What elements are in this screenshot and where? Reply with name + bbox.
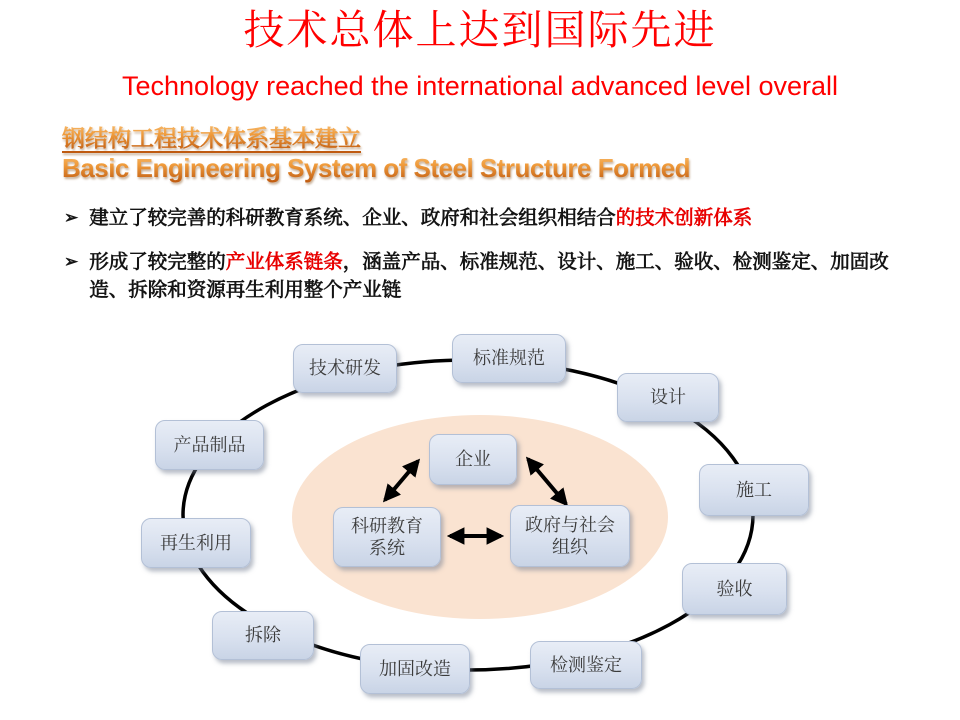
inner-node-government-social xyxy=(510,505,630,567)
slide-title-chinese: 技术总体上达到国际先进 xyxy=(243,6,717,54)
ring-node-construction: 施工 xyxy=(699,464,809,516)
slide-title-english: Technology reached the international advanced level overall xyxy=(122,71,838,101)
ring-node-recycling: 再生利用 xyxy=(141,518,251,568)
inner-node-research-education-label xyxy=(351,515,423,560)
bullet-arrow-icon: ➢ xyxy=(64,208,79,227)
bullet-arrow-icon: ➢ xyxy=(64,252,79,272)
section-heading-chinese-text: 钢结构工程技术体系基本建立 xyxy=(62,125,361,151)
ring-node-design: 设计 xyxy=(617,373,719,422)
inner-node-government-social-label xyxy=(525,514,615,559)
ring-node-demolition: 拆除 xyxy=(212,611,314,660)
research-line-1: 科研教育 xyxy=(351,515,423,536)
inner-node-enterprise: 企业 xyxy=(429,434,517,485)
bullet-2-tail-segment: ，涵盖产品、标准规范、设计、施工、验收、检测鉴定、加固改造、拆除和资源再生利用整个产业链 xyxy=(89,251,889,301)
government-line-1: 政府与社会 xyxy=(525,514,615,535)
ring-node-rnd: 技术研发 xyxy=(293,344,397,393)
ring-node-retrofit: 加固改造 xyxy=(360,644,470,694)
ring-node-inspection: 检测鉴定 xyxy=(530,641,642,689)
bullet-1-red-segment: 的技术创新体系 xyxy=(615,207,753,229)
government-line-2: 组织 xyxy=(552,537,588,557)
ring-node-standards: 标准规范 xyxy=(452,334,566,383)
ring-node-products: 产品制品 xyxy=(155,420,264,470)
bullet-1-black-segment: 建立了较完善的科研教育系统、企业、政府和社会组织相结合 xyxy=(89,207,616,229)
bullet-2-red-segment: 产业体系链条 xyxy=(225,251,343,274)
research-line-2: 系统 xyxy=(369,538,405,558)
section-heading-english: Basic Engineering System of Steel Structure Formed xyxy=(62,152,691,183)
bullet-2-black-segment: 形成了较完整的 xyxy=(89,251,226,274)
inner-node-research-education xyxy=(333,507,441,567)
ring-node-acceptance: 验收 xyxy=(682,563,787,615)
